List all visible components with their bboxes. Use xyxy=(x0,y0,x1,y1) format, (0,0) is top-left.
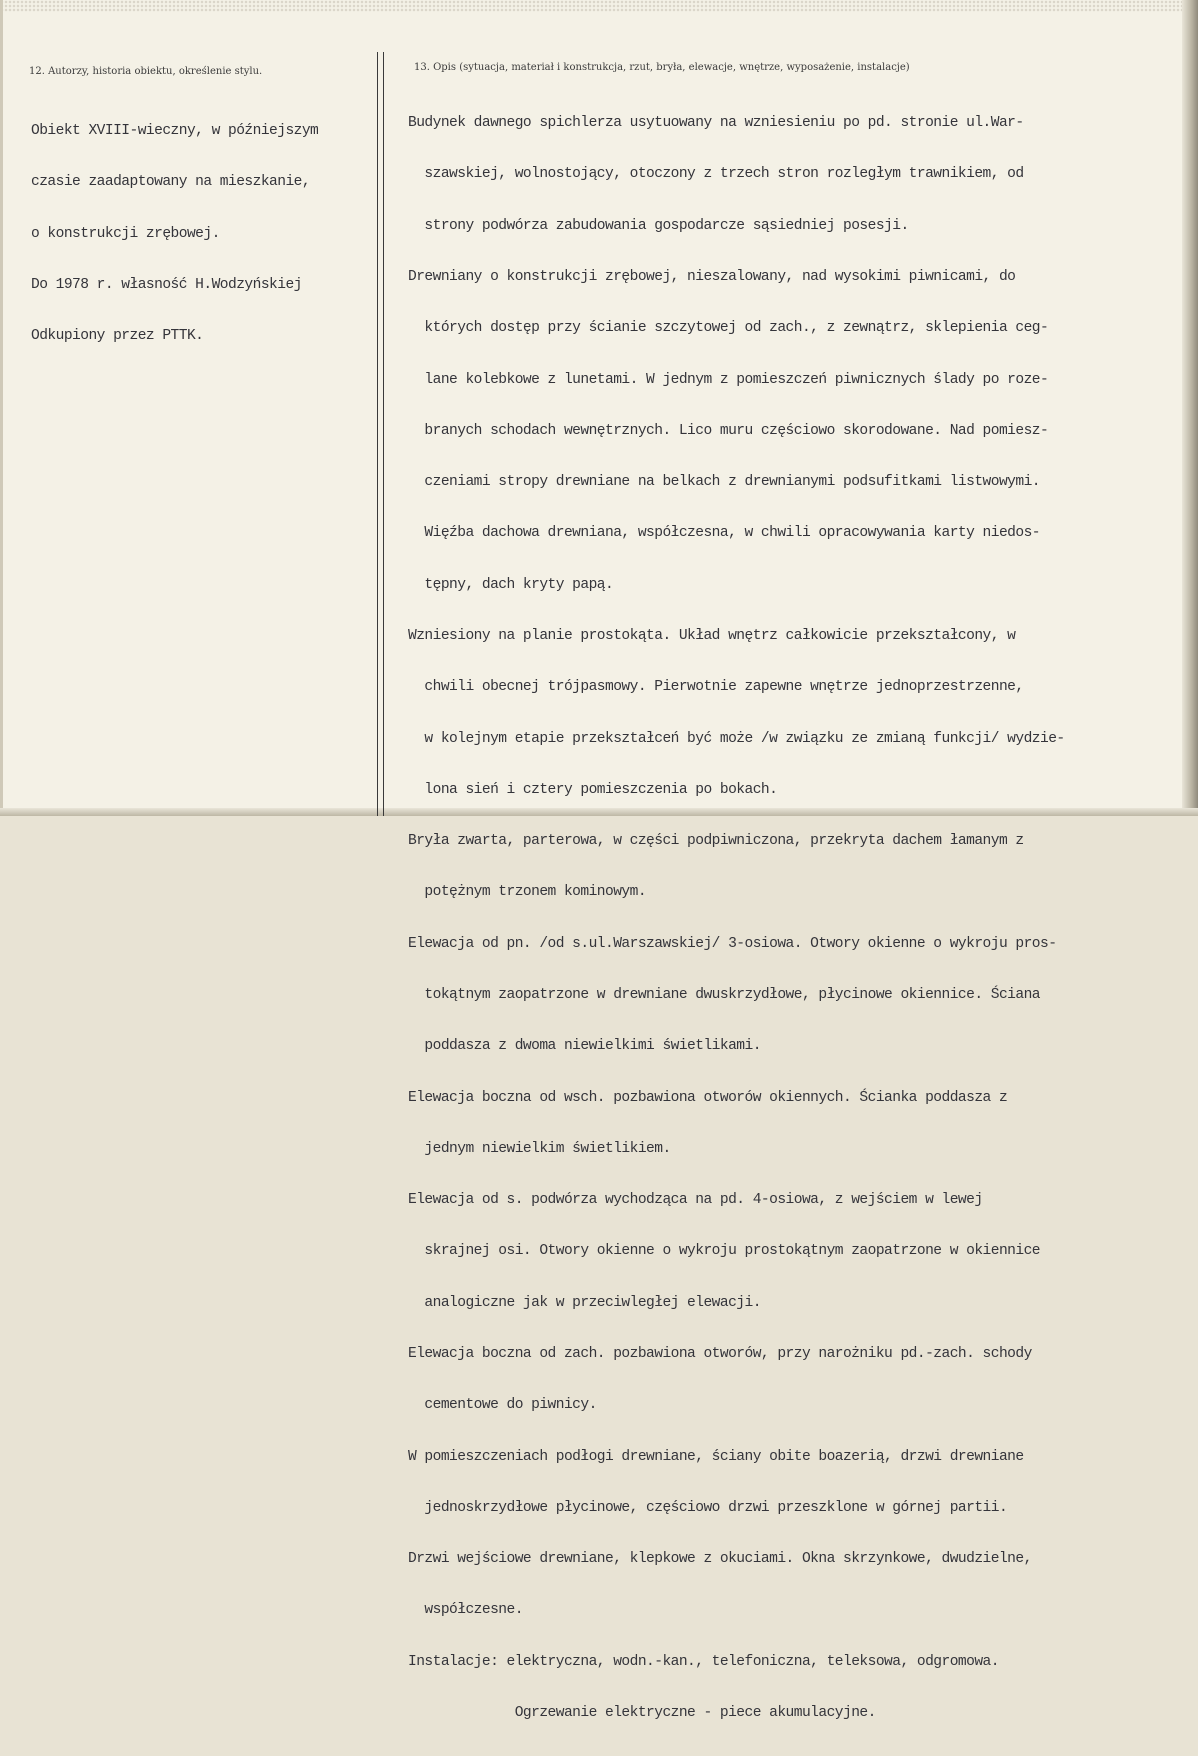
typed-line: Drzwi wejściowe drewniane, klepkowe z okuciami. Okna skrzynkowe, dwudzielne, xyxy=(408,1551,1032,1568)
typed-line: których dostęp przy ścianie szczytowej od zach., z zewnątrz, sklepienia ceg- xyxy=(408,320,1049,337)
typed-line: Do 1978 r. własność H.Wodzyńskiej xyxy=(31,277,302,294)
typed-line: poddasza z dwoma niewielkimi świetlikami. xyxy=(408,1038,761,1055)
page-left-edge xyxy=(0,0,3,816)
typed-line: Obiekt XVIII-wieczny, w późniejszym xyxy=(31,123,319,140)
typed-line: lona sień i cztery pomieszczenia po bokach. xyxy=(408,781,778,798)
typed-line: jednoskrzydłowe płycinowe, częściowo drzwi przeszklone w górnej partii. xyxy=(408,1499,1008,1516)
typed-line: tokątnym zaopatrzone w drewniane dwuskrzydłowe, płycinowe okiennice. Ściana xyxy=(408,986,1040,1003)
typed-line: analogiczne jak w przeciwległej elewacji. xyxy=(408,1294,761,1311)
page-right-edge xyxy=(1182,0,1198,816)
typed-line: strony podwórza zabudowania gospodarcze sąsiedniej posesji. xyxy=(408,217,909,234)
typed-line: tępny, dach kryty papą. xyxy=(408,576,614,593)
typed-line: Więźba dachowa drewniana, współczesna, w chwili opracowywania karty niedos- xyxy=(408,525,1040,542)
typed-line: Ogrzewanie elektryczne - piece akumulacyjne. xyxy=(408,1704,876,1721)
typed-line: w kolejnym etapie przekształceń być może /w związku ze zmianą funkcji/ wydzie- xyxy=(408,730,1065,747)
typed-line: szawskiej, wolnostojący, otoczony z trzech stron rozległym trawnikiem, od xyxy=(408,166,1024,183)
typed-line: W pomieszczeniach podłogi drewniane, ściany obite boazerią, drzwi drewniane xyxy=(408,1448,1024,1465)
field-13-label: 13. Opis (sytuacja, materiał i konstrukcja, rzut, bryła, elewacje, wnętrze, wyposażenie, instalacje) xyxy=(414,62,910,73)
typed-line: branych schodach wewnętrznych. Lico muru częściowo skorodowane. Nad pomiesz- xyxy=(408,422,1049,439)
typed-line: Wzniesiony na planie prostokąta. Układ wnętrz całkowicie przekształcony, w xyxy=(408,628,1016,644)
typed-line: potężnym trzonem kominowym. xyxy=(408,884,647,901)
typed-line: o konstrukcji zrębowej. xyxy=(31,225,220,242)
typed-line: Odkupiony przez PTTK. xyxy=(31,328,204,345)
typed-line: Elewacja boczna od zach. pozbawiona otworów, przy narożniku pd.-zach. schody xyxy=(408,1345,1032,1362)
field-12-label: 12. Autorzy, historia obiektu, określenie stylu. xyxy=(29,66,263,77)
column-divider-line xyxy=(383,52,384,816)
typed-line: czasie zaadaptowany na mieszkanie, xyxy=(31,174,311,191)
typed-line: jednym niewielkim świetlikiem. xyxy=(408,1140,671,1157)
typed-line: współczesne. xyxy=(408,1602,523,1619)
typed-line: Elewacja od pn. /od s.ul.Warszawskiej/ 3-osiowa. Otwory okienne o wykroju pros- xyxy=(408,935,1057,952)
typed-line: lane kolebkowe z lunetami. W jednym z pomieszczeń piwnicznych ślady po roze- xyxy=(408,371,1049,388)
field-12-typed-text xyxy=(31,89,318,380)
typed-line: Budynek dawnego spichlerza usytuowany na wzniesieniu po pd. stronie ul.War- xyxy=(408,115,1024,132)
typed-line: Elewacja od s. podwórza wychodząca na pd. 4-osiowa, z wejściem w lewej xyxy=(408,1192,983,1209)
typed-line: skrajnej osi. Otwory okienne o wykroju prostokątnym zaopatrzone w okiennice xyxy=(408,1243,1040,1260)
field-13-typed-text xyxy=(408,81,1065,1756)
typed-line: cementowe do piwnicy. xyxy=(408,1397,597,1414)
typed-line: czeniami stropy drewniane na belkach z drewnianymi podsufitkami listwowymi. xyxy=(408,474,1040,491)
typed-line: Bryła zwarta, parterowa, w części podpiwniczona, przekryta dachem łamanym z xyxy=(408,833,1024,850)
typed-line: Drewniany o konstrukcji zrębowej, nieszalowany, nad wysokimi piwnicami, do xyxy=(408,269,1016,286)
perforation-strip xyxy=(0,0,1198,12)
typed-line: chwili obecnej trójpasmowy. Pierwotnie zapewne wnętrze jednoprzestrzenne, xyxy=(408,679,1024,696)
column-divider-line xyxy=(377,52,378,816)
typed-line: Elewacja boczna od wsch. pozbawiona otworów okiennych. Ścianka poddasza z xyxy=(408,1089,1008,1106)
typed-line: Instalacje: elektryczna, wodn.-kan., telefoniczna, teleksowa, odgromowa. xyxy=(408,1653,999,1670)
